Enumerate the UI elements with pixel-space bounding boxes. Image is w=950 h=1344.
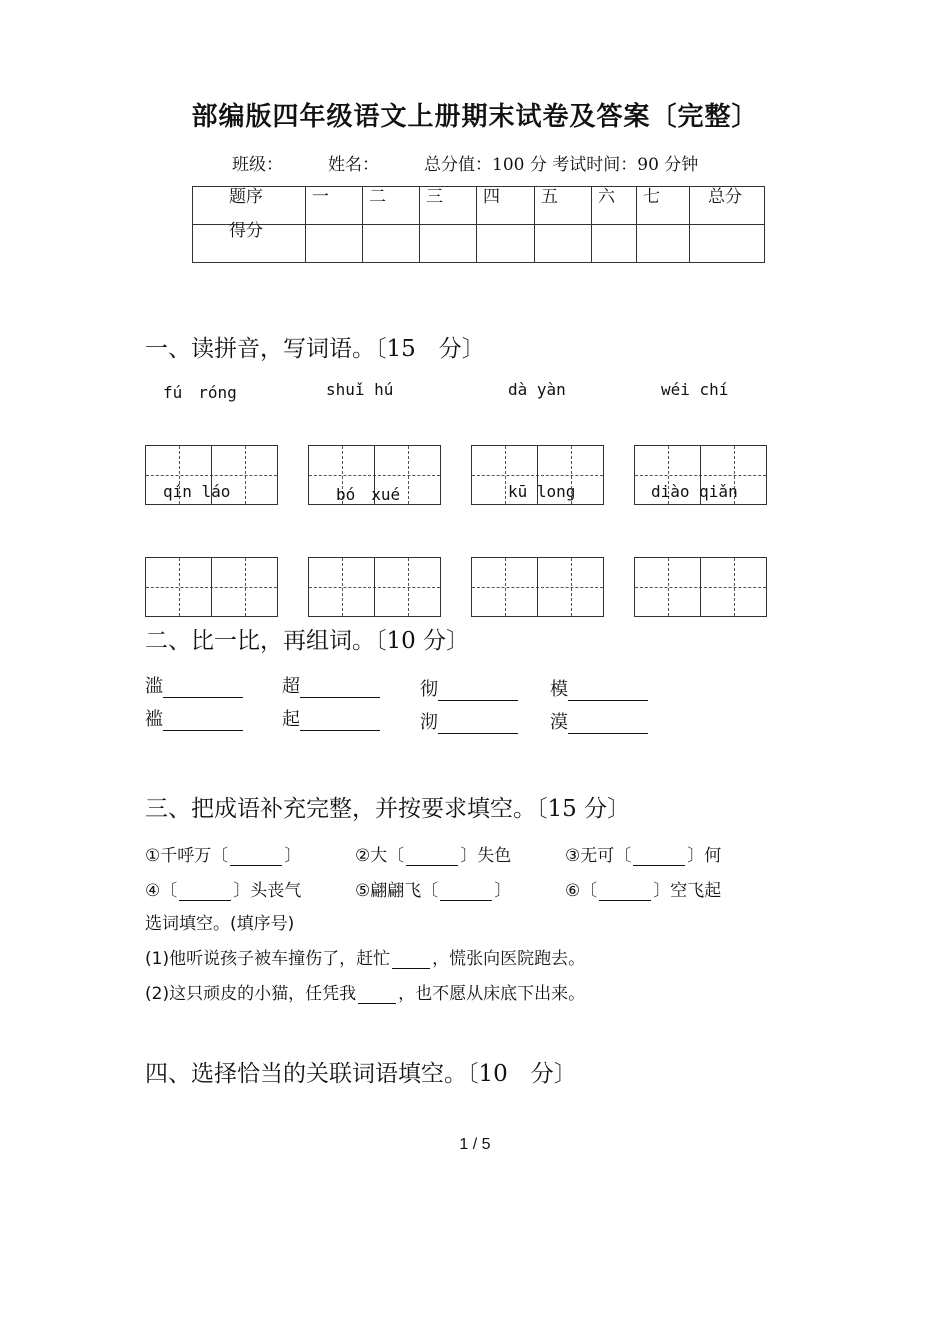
page-number: 1 / 5: [459, 1136, 491, 1153]
pinyin-2: shuǐ hú: [326, 380, 394, 399]
header-5: 五: [541, 187, 558, 207]
header-3: 三: [426, 187, 443, 207]
score-table: [192, 186, 765, 263]
page-title: 部编版四年级语文上册期末试卷及答案〔完整〕: [191, 102, 759, 132]
writing-grid: [634, 557, 767, 617]
pinyin-4: wéi chí: [661, 380, 729, 399]
section2-heading: 二、比一比，再组词。〔10 分〕: [145, 628, 470, 654]
row-label-score: 得分: [229, 221, 263, 241]
class-label: 班级：: [232, 155, 283, 175]
compare-item: 模: [550, 675, 648, 701]
compare-item: 沏: [420, 708, 518, 734]
idiom-item: ⑥〔 〕空飞起: [565, 881, 722, 901]
idiom-item: ④〔 〕头丧气: [145, 881, 302, 901]
score-cell: [690, 225, 765, 263]
idiom-item: ①千呼万〔 〕: [145, 846, 302, 866]
compare-item: 彻: [420, 675, 518, 701]
score-cell: [535, 225, 592, 263]
sentence-2: (2)这只顽皮的小猫，任凭我 ，也不愿从床底下出来。: [145, 984, 586, 1004]
compare-item: 超: [282, 672, 380, 698]
pinyin-6: bó xué: [336, 485, 401, 504]
fill-instruction: 选词填空。(填序号): [145, 914, 295, 934]
idiom-item: ⑤翩翩飞〔 〕: [355, 881, 512, 901]
writing-grid: [308, 557, 441, 617]
section1-heading: 一、读拼音，写词语。〔15 分〕: [145, 336, 485, 362]
pinyin-1: fú róng: [163, 383, 237, 402]
name-label: 姓名：: [328, 155, 379, 175]
writing-grid: [471, 557, 604, 617]
idiom-item: ②大〔 〕失色: [355, 846, 512, 866]
idiom-item: ③无可〔 〕何: [565, 846, 722, 866]
sentence-1: (1)他听说孩子被车撞伤了，赶忙 ，慌张向医院跑去。: [145, 949, 586, 969]
section4-heading: 四、选择恰当的关联词语填空。〔10 分〕: [145, 1061, 577, 1087]
header-1: 一: [312, 187, 329, 207]
row-label-order: 题序: [229, 187, 263, 207]
header-4: 四: [483, 187, 500, 207]
score-cell: [420, 225, 477, 263]
header-7: 七: [643, 187, 660, 207]
score-cell: [306, 225, 363, 263]
score-cell: [477, 225, 535, 263]
compare-item: 褴: [145, 705, 243, 731]
pinyin-7: kū long: [508, 482, 576, 501]
score-time-label: 总分值：100 分 考试时间：90 分钟: [424, 155, 699, 175]
compare-item: 起: [282, 705, 380, 731]
section3-heading: 三、把成语补充完整，并按要求填空。〔15 分〕: [145, 796, 631, 822]
header-total: 总分: [708, 187, 742, 207]
score-cell: [363, 225, 420, 263]
writing-grid: [145, 557, 278, 617]
score-cell: [592, 225, 637, 263]
score-cell: [637, 225, 690, 263]
pinyin-8: diào qiǎn: [651, 482, 738, 501]
pinyin-3: dà yàn: [508, 380, 566, 399]
compare-item: 滥: [145, 672, 243, 698]
header-2: 二: [369, 187, 386, 207]
header-6: 六: [598, 187, 615, 207]
pinyin-5: qín láo: [163, 482, 231, 501]
compare-item: 漠: [550, 708, 648, 734]
